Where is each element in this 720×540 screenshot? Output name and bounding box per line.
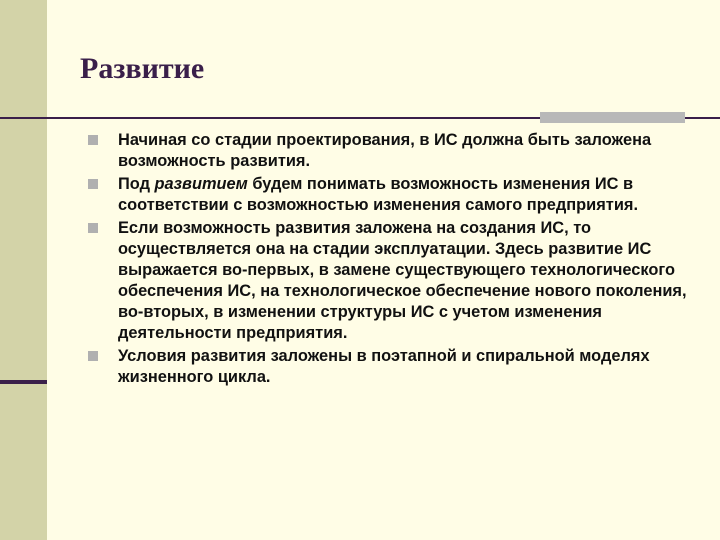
bullet-item [88, 130, 688, 172]
left-accent-line [0, 380, 47, 384]
bullet-emphasis: развитием [154, 175, 248, 193]
divider-accent-block [540, 112, 685, 123]
bullet-text-after: будем понимать возможность изменения ИС в соответствии с возможностью изменения самого предприятия. [118, 175, 639, 214]
bullet-text: Начиная со стадии проектирования, в ИС должна быть заложена возможность развития. [118, 131, 652, 170]
bullet-list [88, 130, 688, 390]
square-bullet-icon [88, 351, 98, 361]
square-bullet-icon [88, 135, 98, 145]
bullet-text: Условия развития заложены в поэтапной и спиральной моделях жизненного цикла. [118, 347, 650, 386]
bullet-text: Если возможность развития заложена на создания ИС, то осуществляется она на стадии эксплуатации. Здесь развитие ИС выражается во-первых, в замене существующего технологического обеспечения ИС, на технологическое обеспечение нового поколения, во-вторых, в изменении структуры ИС с учетом изменения деятельности предприятия. [118, 219, 687, 342]
slide-title: Развитие [80, 52, 205, 85]
square-bullet-icon [88, 223, 98, 233]
square-bullet-icon [88, 179, 98, 189]
left-decorative-bar [0, 0, 47, 540]
bullet-text-before: Под [118, 175, 155, 193]
bullet-item [88, 174, 688, 216]
bullet-item [88, 346, 688, 388]
bullet-item [88, 218, 688, 344]
